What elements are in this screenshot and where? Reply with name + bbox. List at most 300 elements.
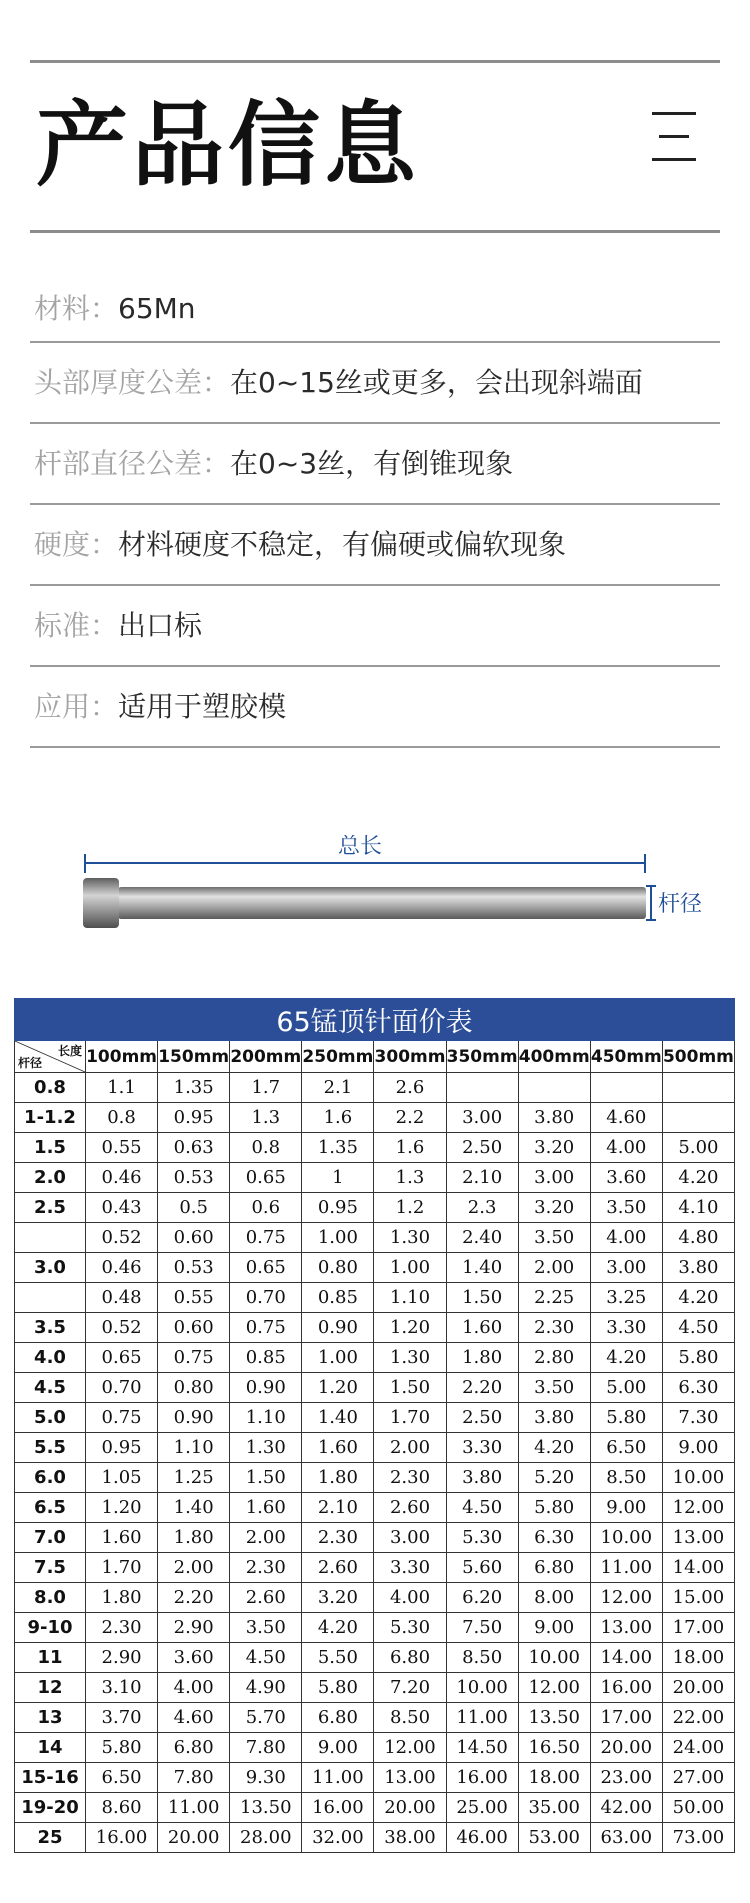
diameter-cell: 3.0 (15, 1253, 86, 1283)
price-cell: 35.00 (518, 1793, 590, 1823)
price-cell: 1.20 (302, 1373, 374, 1403)
price-cell: 9.00 (302, 1733, 374, 1763)
price-cell: 1 (302, 1163, 374, 1193)
price-cell: 13.50 (230, 1793, 302, 1823)
price-cell: 2.20 (158, 1583, 230, 1613)
price-cell: 25.00 (446, 1793, 518, 1823)
price-cell: 2.60 (374, 1493, 446, 1523)
top-divider (30, 60, 720, 63)
row-divider (30, 665, 720, 667)
price-cell: 1.60 (446, 1313, 518, 1343)
price-cell: 28.00 (230, 1823, 302, 1853)
table-row (15, 1493, 735, 1523)
price-cell: 4.50 (230, 1643, 302, 1673)
price-cell: 9.30 (230, 1763, 302, 1793)
price-cell: 20.00 (662, 1673, 734, 1703)
price-cell: 0.90 (302, 1313, 374, 1343)
price-cell: 3.80 (662, 1253, 734, 1283)
price-cell: 2.30 (374, 1463, 446, 1493)
price-cell: 10.00 (518, 1643, 590, 1673)
price-cell: 3.30 (590, 1313, 662, 1343)
diameter-cell: 6.0 (15, 1463, 86, 1493)
price-cell: 1.40 (446, 1253, 518, 1283)
diameter-cell: 7.0 (15, 1523, 86, 1553)
table-row (15, 1133, 735, 1163)
info-head-tolerance (34, 366, 643, 399)
diameter-cell: 6.5 (15, 1493, 86, 1523)
column-header: 400mm (518, 1041, 590, 1073)
column-header: 250mm (302, 1041, 374, 1073)
price-cell: 1.3 (230, 1103, 302, 1133)
price-cell: 3.80 (518, 1103, 590, 1133)
page-title: 产品信息 (36, 92, 421, 199)
price-cell: 14.50 (446, 1733, 518, 1763)
diameter-cell: 15-16 (15, 1763, 86, 1793)
price-cell: 0.65 (230, 1163, 302, 1193)
price-cell: 1.80 (158, 1523, 230, 1553)
price-cell: 2.40 (446, 1223, 518, 1253)
price-cell: 5.60 (446, 1553, 518, 1583)
price-cell: 0.70 (86, 1373, 158, 1403)
price-cell: 4.50 (662, 1313, 734, 1343)
price-cell: 0.90 (158, 1403, 230, 1433)
price-cell: 1.3 (374, 1163, 446, 1193)
price-cell: 16.00 (302, 1793, 374, 1823)
table-row (15, 1313, 735, 1343)
diameter-cell: 2.0 (15, 1163, 86, 1193)
total-length-label: 总长 (337, 835, 383, 859)
price-cell: 0.46 (86, 1163, 158, 1193)
price-cell: 2.30 (86, 1613, 158, 1643)
table-row (15, 1253, 735, 1283)
price-cell: 1.05 (86, 1463, 158, 1493)
price-cell: 1.2 (374, 1193, 446, 1223)
price-cell: 15.00 (662, 1583, 734, 1613)
price-cell: 2.90 (158, 1613, 230, 1643)
row-divider (30, 584, 720, 586)
price-cell: 6.80 (374, 1643, 446, 1673)
price-cell: 1.80 (446, 1343, 518, 1373)
price-cell: 0.6 (230, 1193, 302, 1223)
price-cell: 2.30 (230, 1553, 302, 1583)
price-cell: 0.75 (230, 1223, 302, 1253)
price-cell: 73.00 (662, 1823, 734, 1853)
price-cell: 1.80 (302, 1463, 374, 1493)
price-cell: 14.00 (590, 1643, 662, 1673)
price-cell: 5.80 (590, 1403, 662, 1433)
price-cell: 2.80 (518, 1343, 590, 1373)
price-cell: 0.52 (86, 1313, 158, 1343)
price-cell: 5.00 (590, 1373, 662, 1403)
price-cell: 2.30 (518, 1313, 590, 1343)
price-cell: 1.70 (86, 1553, 158, 1583)
table-row (15, 1463, 735, 1493)
price-cell: 3.60 (590, 1163, 662, 1193)
price-cell: 5.80 (518, 1493, 590, 1523)
price-cell: 13.50 (518, 1703, 590, 1733)
price-cell: 4.80 (662, 1223, 734, 1253)
price-cell: 0.80 (302, 1253, 374, 1283)
price-cell: 7.30 (662, 1403, 734, 1433)
price-cell: 63.00 (590, 1823, 662, 1853)
price-cell: 7.20 (374, 1673, 446, 1703)
price-cell: 2.50 (446, 1133, 518, 1163)
price-cell: 4.20 (518, 1433, 590, 1463)
price-cell: 0.63 (158, 1133, 230, 1163)
price-cell: 4.20 (302, 1613, 374, 1643)
price-cell: 1.60 (86, 1523, 158, 1553)
price-cell: 5.30 (374, 1613, 446, 1643)
diameter-cell: 9-10 (15, 1613, 86, 1643)
price-cell: 2.1 (302, 1073, 374, 1103)
column-header: 500mm (662, 1041, 734, 1073)
table-row (15, 1283, 735, 1313)
price-cell: 0.55 (86, 1133, 158, 1163)
info-shaft-tolerance (34, 447, 514, 480)
price-cell: 1.25 (158, 1463, 230, 1493)
price-cell: 1.30 (374, 1343, 446, 1373)
table-row (15, 1433, 735, 1463)
diameter-cell: 1-1.2 (15, 1103, 86, 1133)
price-cell: 2.60 (302, 1553, 374, 1583)
price-cell: 0.65 (230, 1253, 302, 1283)
price-cell: 0.95 (86, 1433, 158, 1463)
diameter-label: 杆径 (658, 892, 703, 917)
price-cell: 24.00 (662, 1733, 734, 1763)
price-cell: 3.20 (302, 1583, 374, 1613)
price-cell: 10.00 (590, 1523, 662, 1553)
diameter-cell: 0.8 (15, 1073, 86, 1103)
table-body (15, 1073, 735, 1853)
price-cell: 38.00 (374, 1823, 446, 1853)
diameter-cell: 3.5 (15, 1313, 86, 1343)
price-cell: 0.48 (86, 1283, 158, 1313)
diameter-cell: 2.5 (15, 1193, 86, 1223)
price-cell: 8.50 (446, 1643, 518, 1673)
price-cell: 2.00 (374, 1433, 446, 1463)
price-cell: 0.8 (230, 1133, 302, 1163)
price-cell: 0.90 (230, 1373, 302, 1403)
price-cell: 6.80 (158, 1733, 230, 1763)
column-header: 300mm (374, 1041, 446, 1073)
price-cell: 0.95 (158, 1103, 230, 1133)
diameter-cell (15, 1223, 86, 1253)
price-cell: 1.1 (86, 1073, 158, 1103)
info-hardness (34, 528, 567, 561)
price-cell (662, 1073, 734, 1103)
ejector-pin-diagram (80, 835, 720, 945)
price-cell: 1.60 (302, 1433, 374, 1463)
price-cell: 1.00 (302, 1223, 374, 1253)
price-cell: 6.80 (518, 1553, 590, 1583)
table-row (15, 1343, 735, 1373)
pin-shaft (118, 887, 646, 919)
price-cell: 6.30 (662, 1373, 734, 1403)
price-cell: 16.50 (518, 1733, 590, 1763)
diameter-cell: 4.5 (15, 1373, 86, 1403)
price-cell: 11.00 (446, 1703, 518, 1733)
table-row (15, 1793, 735, 1823)
table-row (15, 1643, 735, 1673)
diameter-cell: 12 (15, 1673, 86, 1703)
price-cell: 13.00 (662, 1523, 734, 1553)
price-cell: 3.50 (230, 1613, 302, 1643)
price-cell: 3.80 (518, 1403, 590, 1433)
info-label: 应用： (34, 690, 119, 723)
price-cell: 2.3 (446, 1193, 518, 1223)
price-cell: 32.00 (302, 1823, 374, 1853)
table-row (15, 1583, 735, 1613)
price-cell: 23.00 (590, 1763, 662, 1793)
price-cell: 5.00 (662, 1133, 734, 1163)
price-cell: 2.2 (374, 1103, 446, 1133)
price-cell: 0.53 (158, 1163, 230, 1193)
info-value: 65Mn (118, 292, 196, 325)
table-row (15, 1613, 735, 1643)
price-cell: 1.20 (374, 1313, 446, 1343)
price-cell: 0.53 (158, 1253, 230, 1283)
table-row (15, 1823, 735, 1853)
price-cell: 1.35 (302, 1133, 374, 1163)
price-cell: 2.00 (230, 1523, 302, 1553)
price-cell: 1.60 (230, 1493, 302, 1523)
price-cell (518, 1073, 590, 1103)
price-cell: 2.00 (518, 1253, 590, 1283)
table-row (15, 1403, 735, 1433)
row-divider (30, 422, 720, 424)
price-cell: 4.00 (590, 1223, 662, 1253)
price-cell: 2.60 (230, 1583, 302, 1613)
price-cell: 0.75 (158, 1343, 230, 1373)
corner-diameter-label: 杆径 (18, 1056, 43, 1070)
diameter-cell: 19-20 (15, 1793, 86, 1823)
price-cell: 5.70 (230, 1703, 302, 1733)
info-value: 出口标 (118, 609, 203, 642)
diameter-cell: 13 (15, 1703, 86, 1733)
diameter-cell: 1.5 (15, 1133, 86, 1163)
corner-cell (15, 1041, 86, 1073)
price-cell: 7.50 (446, 1613, 518, 1643)
price-cell: 4.50 (446, 1493, 518, 1523)
price-cell: 5.80 (86, 1733, 158, 1763)
price-cell: 1.10 (374, 1283, 446, 1313)
price-cell: 0.52 (86, 1223, 158, 1253)
price-cell: 20.00 (158, 1823, 230, 1853)
table-row (15, 1763, 735, 1793)
info-value: 在0~3丝，有倒锥现象 (230, 447, 514, 480)
info-material (34, 292, 196, 325)
price-cell: 4.10 (662, 1193, 734, 1223)
table-row (15, 1703, 735, 1733)
row-divider (30, 746, 720, 748)
diameter-cell: 11 (15, 1643, 86, 1673)
row-divider (30, 503, 720, 505)
menu-icon[interactable] (652, 112, 696, 162)
price-cell: 11.00 (590, 1553, 662, 1583)
price-cell: 5.20 (518, 1463, 590, 1493)
price-cell: 0.75 (86, 1403, 158, 1433)
price-cell: 1.6 (374, 1133, 446, 1163)
price-cell (590, 1073, 662, 1103)
price-cell: 1.50 (230, 1463, 302, 1493)
info-application (34, 690, 287, 723)
price-cell: 12.00 (590, 1583, 662, 1613)
price-cell: 3.50 (518, 1373, 590, 1403)
price-cell: 20.00 (590, 1733, 662, 1763)
price-cell: 3.00 (590, 1253, 662, 1283)
price-cell: 1.7 (230, 1073, 302, 1103)
info-value: 在0~15丝或更多，会出现斜端面 (230, 366, 643, 399)
price-cell: 4.00 (374, 1583, 446, 1613)
price-cell: 2.20 (446, 1373, 518, 1403)
price-cell: 53.00 (518, 1823, 590, 1853)
price-cell: 3.70 (86, 1703, 158, 1733)
diameter-cell: 5.0 (15, 1403, 86, 1433)
price-cell (446, 1073, 518, 1103)
menu-bar (652, 112, 696, 115)
price-cell: 7.80 (158, 1763, 230, 1793)
price-cell: 1.30 (230, 1433, 302, 1463)
price-cell: 2.50 (446, 1403, 518, 1433)
price-cell: 5.30 (446, 1523, 518, 1553)
price-cell: 3.25 (590, 1283, 662, 1313)
price-cell: 0.85 (230, 1343, 302, 1373)
price-cell: 8.00 (518, 1583, 590, 1613)
diameter-cell: 7.5 (15, 1553, 86, 1583)
price-table (14, 998, 735, 1853)
price-cell: 4.20 (662, 1283, 734, 1313)
diameter-cell: 14 (15, 1733, 86, 1763)
table-row (15, 1523, 735, 1553)
price-cell: 5.80 (662, 1343, 734, 1373)
price-cell: 42.00 (590, 1793, 662, 1823)
row-divider (30, 341, 720, 343)
table-header-row (15, 1041, 735, 1073)
price-cell: 7.80 (230, 1733, 302, 1763)
price-cell: 11.00 (158, 1793, 230, 1823)
price-cell: 12.00 (662, 1493, 734, 1523)
price-cell: 1.6 (302, 1103, 374, 1133)
price-cell: 1.35 (158, 1073, 230, 1103)
price-cell: 22.00 (662, 1703, 734, 1733)
price-cell: 1.10 (230, 1403, 302, 1433)
price-cell: 4.60 (158, 1703, 230, 1733)
price-cell: 1.40 (158, 1493, 230, 1523)
price-cell: 0.95 (302, 1193, 374, 1223)
table-row (15, 1073, 735, 1103)
price-cell: 2.30 (302, 1523, 374, 1553)
price-cell: 1.20 (86, 1493, 158, 1523)
price-cell (662, 1103, 734, 1133)
price-cell: 1.80 (86, 1583, 158, 1613)
price-cell: 5.80 (302, 1673, 374, 1703)
table-row (15, 1223, 735, 1253)
price-cell: 1.40 (302, 1403, 374, 1433)
price-cell: 3.00 (446, 1103, 518, 1133)
price-cell: 18.00 (662, 1643, 734, 1673)
info-standard (34, 609, 203, 642)
price-cell: 3.30 (374, 1553, 446, 1583)
header-divider (30, 230, 720, 233)
price-cell: 2.25 (518, 1283, 590, 1313)
price-cell: 0.46 (86, 1253, 158, 1283)
price-cell: 8.60 (86, 1793, 158, 1823)
price-cell: 16.00 (590, 1673, 662, 1703)
price-cell: 1.30 (374, 1223, 446, 1253)
menu-bar (652, 158, 696, 161)
price-cell: 3.00 (518, 1163, 590, 1193)
price-cell: 3.50 (590, 1193, 662, 1223)
price-cell: 13.00 (590, 1613, 662, 1643)
price-cell: 3.30 (446, 1433, 518, 1463)
price-cell: 6.80 (302, 1703, 374, 1733)
diameter-cell: 4.0 (15, 1343, 86, 1373)
price-cell: 8.50 (590, 1463, 662, 1493)
diameter-cell: 5.5 (15, 1433, 86, 1463)
price-cell: 18.00 (518, 1763, 590, 1793)
column-header: 450mm (590, 1041, 662, 1073)
price-cell: 3.60 (158, 1643, 230, 1673)
price-cell: 1.00 (374, 1253, 446, 1283)
price-cell: 3.20 (518, 1133, 590, 1163)
price-cell: 3.80 (446, 1463, 518, 1493)
price-cell: 17.00 (590, 1703, 662, 1733)
price-cell: 4.90 (230, 1673, 302, 1703)
price-cell: 0.70 (230, 1283, 302, 1313)
diameter-cell: 8.0 (15, 1583, 86, 1613)
price-cell: 0.85 (302, 1283, 374, 1313)
price-cell: 4.20 (662, 1163, 734, 1193)
price-cell: 9.00 (518, 1613, 590, 1643)
price-cell: 6.50 (590, 1433, 662, 1463)
info-label: 标准： (34, 609, 119, 642)
price-cell: 12.00 (518, 1673, 590, 1703)
price-cell: 12.00 (374, 1733, 446, 1763)
price-cell: 50.00 (662, 1793, 734, 1823)
price-cell: 2.6 (374, 1073, 446, 1103)
price-cell: 14.00 (662, 1553, 734, 1583)
price-cell: 17.00 (662, 1613, 734, 1643)
table-row (15, 1553, 735, 1583)
price-cell: 0.55 (158, 1283, 230, 1313)
price-cell: 6.20 (446, 1583, 518, 1613)
price-cell: 9.00 (662, 1433, 734, 1463)
price-cell: 27.00 (662, 1763, 734, 1793)
diameter-cell (15, 1283, 86, 1313)
table-row (15, 1673, 735, 1703)
table-row (15, 1163, 735, 1193)
price-cell: 13.00 (374, 1763, 446, 1793)
price-cell: 11.00 (302, 1763, 374, 1793)
price-cell: 3.00 (374, 1523, 446, 1553)
price-cell: 1.10 (158, 1433, 230, 1463)
menu-bar (659, 135, 689, 138)
price-cell: 0.60 (158, 1223, 230, 1253)
price-cell: 2.00 (158, 1553, 230, 1583)
price-cell: 1.70 (374, 1403, 446, 1433)
info-label: 硬度： (34, 528, 119, 561)
table-row (15, 1193, 735, 1223)
price-cell: 1.00 (302, 1343, 374, 1373)
info-value: 适用于塑胶模 (118, 690, 287, 723)
price-cell: 6.30 (518, 1523, 590, 1553)
price-cell: 4.60 (590, 1103, 662, 1133)
price-cell: 0.8 (86, 1103, 158, 1133)
table-row (15, 1103, 735, 1133)
price-cell: 16.00 (446, 1763, 518, 1793)
price-cell: 2.90 (86, 1643, 158, 1673)
price-cell: 0.43 (86, 1193, 158, 1223)
